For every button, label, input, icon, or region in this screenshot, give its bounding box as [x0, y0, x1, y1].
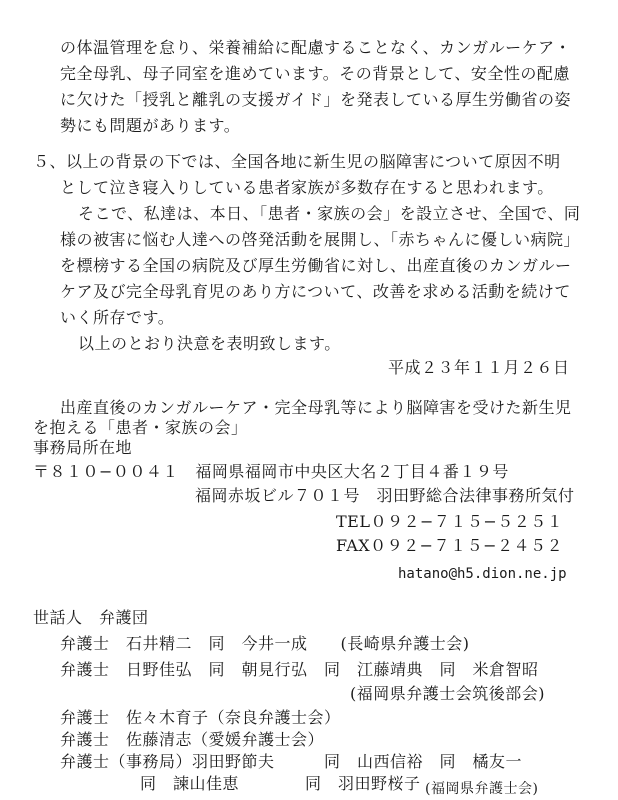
email-address: hatano@h5.dion.ne.jp	[398, 566, 567, 582]
lawyer-line: 弁護士 佐々木育子（奈良弁護士会）	[60, 708, 341, 727]
paragraph-line: そこで、私達は、本日、「患者・家族の会」を設立させ、全国で、同	[78, 204, 581, 223]
paragraph-line: に欠けた「授乳と離乳の支援ガイド」を発表している厚生労働省の姿	[60, 90, 572, 109]
organization-name: を抱える「患者・家族の会」	[33, 418, 248, 437]
paragraph-line: として泣き寝入りしている患者家族が多数存在すると思われます。	[60, 178, 554, 197]
lawyer-line: 弁護士 石井精二 同 今井一成 (長崎県弁護士会)	[60, 634, 470, 653]
paragraph-line: 以上のとおり決意を表明致します。	[78, 334, 341, 353]
lawyer-bar-association: (福岡県弁護士会)	[425, 781, 539, 797]
paragraph-line: 様の被害に悩む人達への啓発活動を展開し、「赤ちゃんに優しい病院」	[60, 230, 581, 249]
paragraph-line: ５、以上の背景の下では、全国各地に新生児の脳障害について原因不明	[33, 152, 561, 171]
postal-address: 〒８１０−００４１ 福岡県福岡市中央区大名２丁目４番１９号	[33, 462, 509, 481]
fax: FAX０９２−７１５−２４５２	[336, 536, 563, 555]
paragraph-line: いく所存です。	[60, 308, 175, 327]
lawyer-line: 同 諫山佳恵 同 羽田野桜子	[140, 774, 421, 793]
telephone: TEL０９２−７１５−５２５１	[336, 512, 564, 531]
document-date: 平成２３年１１月２６日	[388, 358, 570, 377]
paragraph-line: を標榜する全国の病院及び厚生労働省に対し、出産直後のカンガルー	[60, 256, 572, 275]
paragraph-line: 完全母乳、母子同室を進めています。その背景として、安全性の配慮	[60, 64, 570, 83]
lawyer-line: 弁護士 佐藤清志（愛媛弁護士会）	[60, 730, 325, 749]
organization-name: 出産直後のカンガルーケア・完全母乳等により脳障害を受けた新生児	[60, 398, 572, 417]
office-label: 事務局所在地	[33, 438, 133, 457]
lawyers-heading: 世話人 弁護団	[33, 608, 149, 627]
building-address: 福岡赤坂ビル７０１号 羽田野総合法律事務所気付	[195, 486, 575, 505]
paragraph-line: ケア及び完全母乳育児のあり方について、改善を求める活動を続けて	[60, 282, 571, 301]
lawyer-line: 弁護士 日野佳弘 同 朝見行弘 同 江藤靖典 同 米倉智昭	[60, 660, 539, 679]
paragraph-line: の体温管理を怠り、栄養補給に配慮することなく、カンガルーケア・	[60, 38, 572, 57]
lawyer-line: 弁護士（事務局）羽田野節夫 同 山西信裕 同 橘友一	[60, 752, 523, 771]
paragraph-line: 勢にも問題があります。	[60, 116, 241, 135]
lawyer-bar-association: (福岡県弁護士会筑後部会)	[350, 684, 545, 703]
